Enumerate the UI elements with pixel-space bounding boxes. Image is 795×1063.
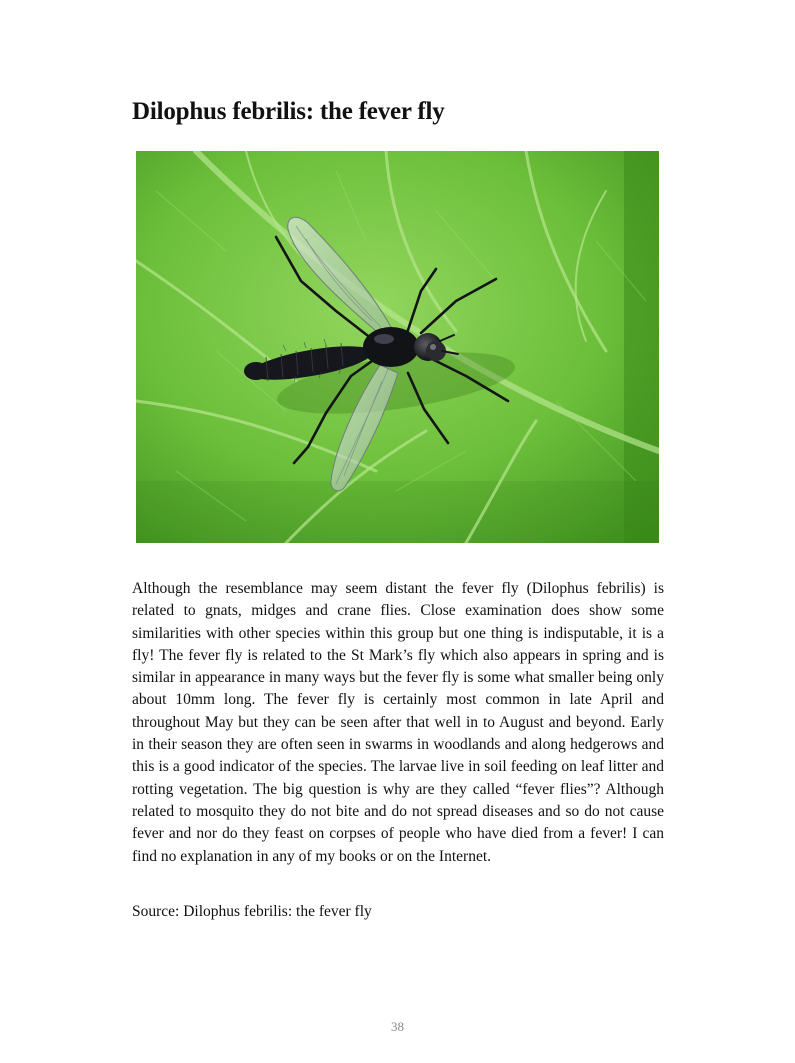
source-line: Source: Dilophus febrilis: the fever fly: [132, 903, 372, 920]
fever-fly-photo: [136, 151, 659, 543]
body-paragraph: Although the resemblance may seem distant the fever fly (Dilophus febrilis) is related to gnats, midges and crane flies. Close examination does show some similarities with other species within this group but one thing is indisputable, it is a fly! The fever fly is related to the St Mark’s fly which also appears in spring and is similar in appearance in many ways but the fever fly is some what smaller being only about 10mm long. The fever fly is certainly most common in late April and throughout May but they can be seen after that well in to August and beyond. Early in their season they are often seen in swarms in woodlands and along hedgerows and this is a good indicator of the species. The larvae live in soil feeding on leaf litter and rotting vegetation. The big question is why are they called “fever flies”? Although related to mosquito they do not bite and do not spread diseases and so do not cause fever and nor do they feast on corpses of people who have died from a fever! I can find no explanation in any of my books or on the Internet.: [132, 580, 664, 865]
page-number: 38: [391, 1019, 404, 1034]
page-title: Dilophus febrilis: the fever fly: [132, 98, 445, 125]
